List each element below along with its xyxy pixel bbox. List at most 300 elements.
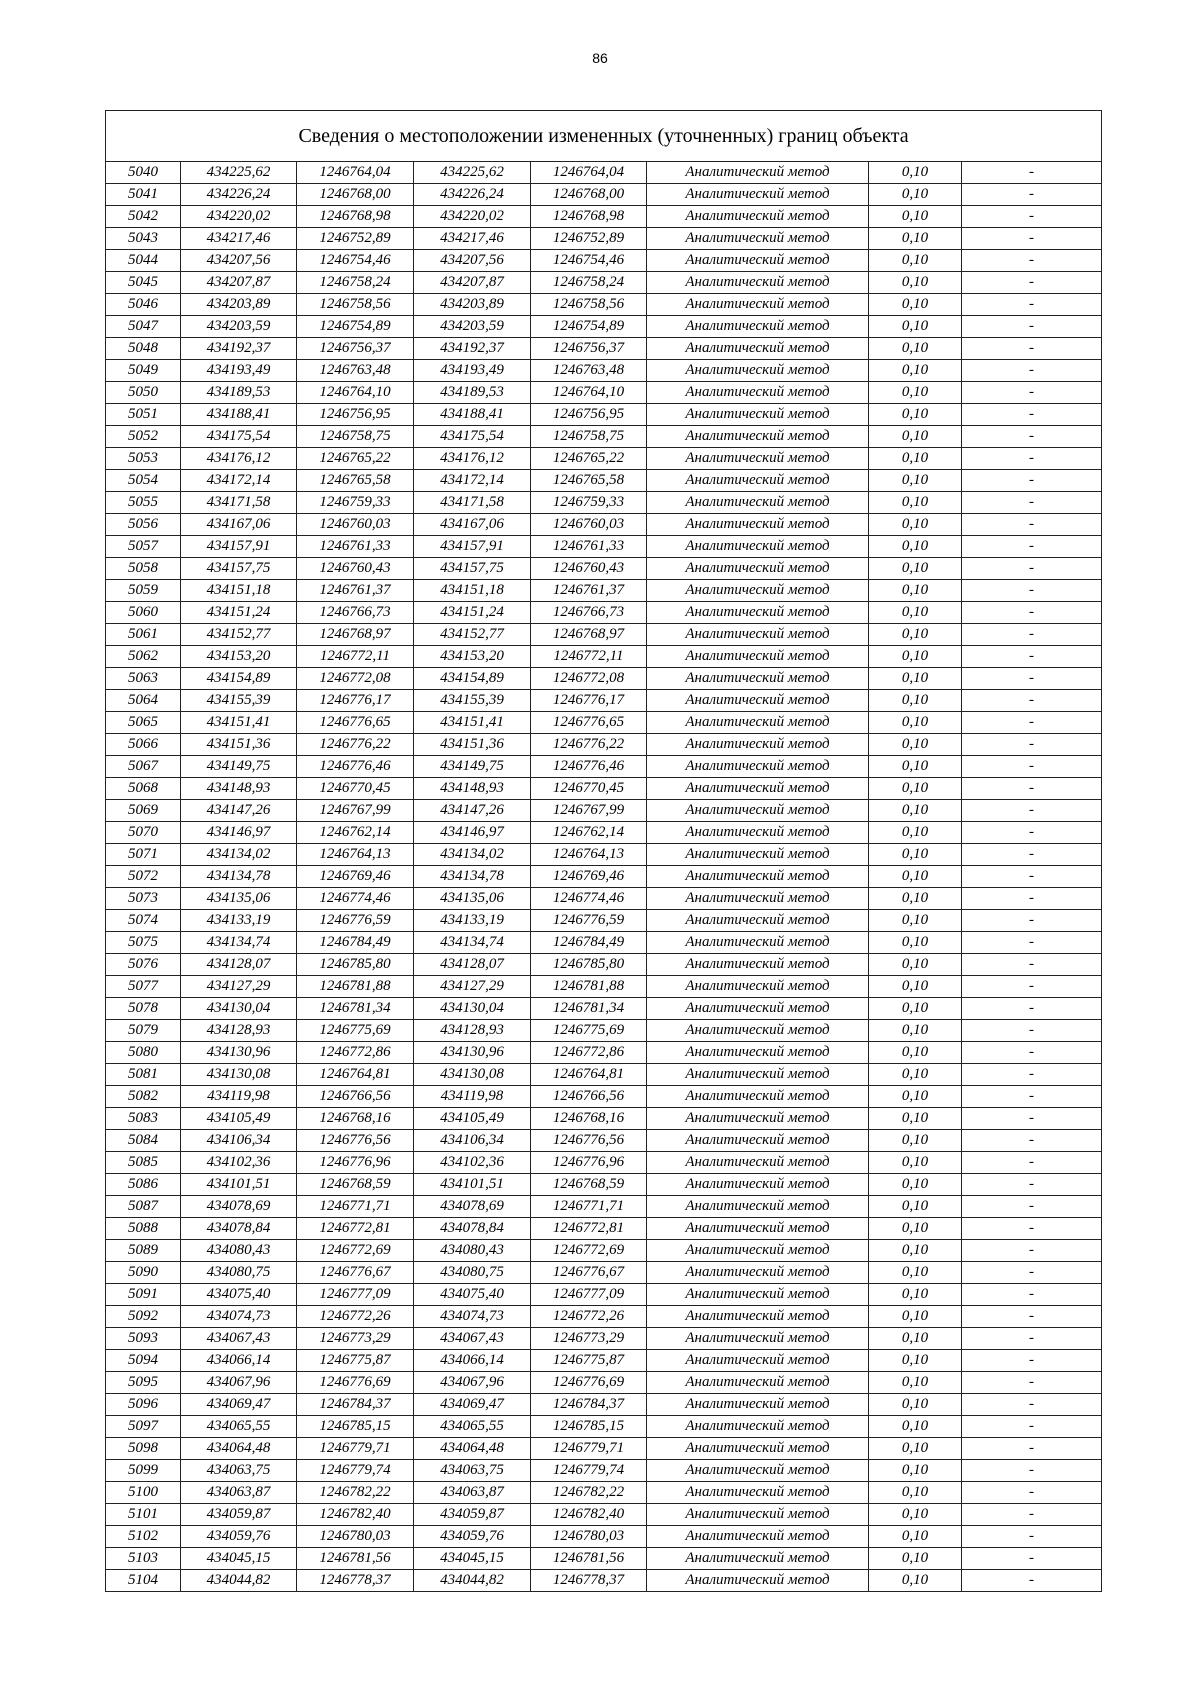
cell-note: - (962, 514, 1102, 536)
cell-note: - (962, 624, 1102, 646)
cell-y-old: 1246768,98 (297, 206, 414, 228)
cell-x-old: 434157,75 (181, 558, 297, 580)
cell-note: - (962, 206, 1102, 228)
cell-y-new: 1246754,46 (531, 250, 647, 272)
cell-method: Аналитический метод (647, 492, 869, 514)
table-row (106, 1218, 1102, 1240)
cell-method: Аналитический метод (647, 1328, 869, 1350)
cell-point-number: 5063 (106, 668, 181, 690)
table-row (106, 184, 1102, 206)
cell-x-new: 434225,62 (414, 162, 531, 184)
cell-accuracy: 0,10 (869, 1570, 962, 1592)
cell-y-new: 1246781,56 (531, 1548, 647, 1570)
cell-point-number: 5093 (106, 1328, 181, 1350)
cell-y-old: 1246754,46 (297, 250, 414, 272)
cell-x-new: 434080,43 (414, 1240, 531, 1262)
cell-method: Аналитический метод (647, 888, 869, 910)
cell-x-new: 434045,15 (414, 1548, 531, 1570)
cell-note: - (962, 470, 1102, 492)
cell-method: Аналитический метод (647, 404, 869, 426)
table-row (106, 250, 1102, 272)
cell-x-old: 434203,89 (181, 294, 297, 316)
cell-method: Аналитический метод (647, 250, 869, 272)
cell-note: - (962, 712, 1102, 734)
cell-x-old: 434066,14 (181, 1350, 297, 1372)
cell-point-number: 5075 (106, 932, 181, 954)
cell-y-new: 1246763,48 (531, 360, 647, 382)
cell-x-new: 434069,47 (414, 1394, 531, 1416)
cell-x-new: 434135,06 (414, 888, 531, 910)
cell-x-new: 434119,98 (414, 1086, 531, 1108)
cell-note: - (962, 536, 1102, 558)
cell-note: - (962, 1394, 1102, 1416)
cell-point-number: 5090 (106, 1262, 181, 1284)
cell-x-new: 434066,14 (414, 1350, 531, 1372)
cell-x-old: 434171,58 (181, 492, 297, 514)
cell-note: - (962, 800, 1102, 822)
cell-note: - (962, 1526, 1102, 1548)
cell-point-number: 5050 (106, 382, 181, 404)
cell-point-number: 5094 (106, 1350, 181, 1372)
cell-method: Аналитический метод (647, 360, 869, 382)
cell-note: - (962, 1108, 1102, 1130)
cell-x-old: 434135,06 (181, 888, 297, 910)
cell-method: Аналитический метод (647, 602, 869, 624)
cell-x-new: 434171,58 (414, 492, 531, 514)
cell-x-new: 434151,24 (414, 602, 531, 624)
cell-x-old: 434226,24 (181, 184, 297, 206)
table-row (106, 536, 1102, 558)
cell-point-number: 5100 (106, 1482, 181, 1504)
cell-point-number: 5068 (106, 778, 181, 800)
cell-y-new: 1246780,03 (531, 1526, 647, 1548)
cell-method: Аналитический метод (647, 1526, 869, 1548)
cell-point-number: 5070 (106, 822, 181, 844)
cell-x-new: 434157,91 (414, 536, 531, 558)
table-row (106, 1262, 1102, 1284)
cell-y-new: 1246782,22 (531, 1482, 647, 1504)
cell-note: - (962, 734, 1102, 756)
cell-y-old: 1246764,13 (297, 844, 414, 866)
cell-note: - (962, 1482, 1102, 1504)
cell-accuracy: 0,10 (869, 734, 962, 756)
cell-x-new: 434172,14 (414, 470, 531, 492)
cell-y-new: 1246781,88 (531, 976, 647, 998)
cell-note: - (962, 338, 1102, 360)
cell-note: - (962, 1372, 1102, 1394)
cell-note: - (962, 1174, 1102, 1196)
cell-x-old: 434146,97 (181, 822, 297, 844)
cell-y-new: 1246772,86 (531, 1042, 647, 1064)
cell-y-old: 1246776,96 (297, 1152, 414, 1174)
cell-method: Аналитический метод (647, 712, 869, 734)
cell-note: - (962, 404, 1102, 426)
cell-point-number: 5043 (106, 228, 181, 250)
cell-point-number: 5081 (106, 1064, 181, 1086)
page-number: 86 (592, 50, 608, 66)
cell-x-old: 434154,89 (181, 668, 297, 690)
cell-method: Аналитический метод (647, 1394, 869, 1416)
cell-point-number: 5044 (106, 250, 181, 272)
table-row (106, 1350, 1102, 1372)
cell-y-old: 1246766,56 (297, 1086, 414, 1108)
cell-accuracy: 0,10 (869, 1416, 962, 1438)
cell-x-old: 434078,84 (181, 1218, 297, 1240)
cell-method: Аналитический метод (647, 800, 869, 822)
cell-x-old: 434193,49 (181, 360, 297, 382)
cell-x-old: 434067,96 (181, 1372, 297, 1394)
cell-y-old: 1246785,80 (297, 954, 414, 976)
coordinates-table (105, 110, 1102, 1592)
cell-method: Аналитический метод (647, 470, 869, 492)
cell-y-new: 1246764,10 (531, 382, 647, 404)
cell-x-old: 434203,59 (181, 316, 297, 338)
cell-note: - (962, 1196, 1102, 1218)
table-row (106, 954, 1102, 976)
cell-x-new: 434203,89 (414, 294, 531, 316)
cell-accuracy: 0,10 (869, 1174, 962, 1196)
table-row (106, 844, 1102, 866)
cell-method: Аналитический метод (647, 580, 869, 602)
cell-y-old: 1246760,03 (297, 514, 414, 536)
cell-x-old: 434207,87 (181, 272, 297, 294)
table-row (106, 1108, 1102, 1130)
cell-x-old: 434220,02 (181, 206, 297, 228)
table-row (106, 404, 1102, 426)
cell-y-old: 1246763,48 (297, 360, 414, 382)
cell-point-number: 5082 (106, 1086, 181, 1108)
cell-y-old: 1246770,45 (297, 778, 414, 800)
cell-y-new: 1246760,43 (531, 558, 647, 580)
cell-y-new: 1246774,46 (531, 888, 647, 910)
cell-x-old: 434102,36 (181, 1152, 297, 1174)
cell-x-old: 434130,08 (181, 1064, 297, 1086)
cell-note: - (962, 998, 1102, 1020)
cell-accuracy: 0,10 (869, 272, 962, 294)
cell-x-old: 434134,78 (181, 866, 297, 888)
cell-y-old: 1246764,04 (297, 162, 414, 184)
cell-accuracy: 0,10 (869, 338, 962, 360)
cell-y-old: 1246768,00 (297, 184, 414, 206)
cell-x-old: 434151,18 (181, 580, 297, 602)
cell-point-number: 5091 (106, 1284, 181, 1306)
cell-y-new: 1246758,56 (531, 294, 647, 316)
cell-y-new: 1246778,37 (531, 1570, 647, 1592)
cell-point-number: 5057 (106, 536, 181, 558)
table-row (106, 1086, 1102, 1108)
cell-y-old: 1246776,46 (297, 756, 414, 778)
cell-accuracy: 0,10 (869, 162, 962, 184)
cell-y-new: 1246756,37 (531, 338, 647, 360)
cell-x-new: 434044,82 (414, 1570, 531, 1592)
cell-point-number: 5047 (106, 316, 181, 338)
cell-note: - (962, 1504, 1102, 1526)
cell-point-number: 5099 (106, 1460, 181, 1482)
cell-accuracy: 0,10 (869, 888, 962, 910)
cell-method: Аналитический метод (647, 1306, 869, 1328)
table-row (106, 162, 1102, 184)
cell-y-new: 1246768,97 (531, 624, 647, 646)
table-row (106, 382, 1102, 404)
table-title-row (106, 111, 1102, 162)
cell-y-old: 1246756,37 (297, 338, 414, 360)
cell-method: Аналитический метод (647, 1064, 869, 1086)
cell-y-old: 1246776,65 (297, 712, 414, 734)
table-row (106, 734, 1102, 756)
cell-method: Аналитический метод (647, 976, 869, 998)
cell-method: Аналитический метод (647, 624, 869, 646)
cell-method: Аналитический метод (647, 1416, 869, 1438)
table-row (106, 1174, 1102, 1196)
cell-accuracy: 0,10 (869, 1460, 962, 1482)
cell-accuracy: 0,10 (869, 1130, 962, 1152)
cell-point-number: 5102 (106, 1526, 181, 1548)
cell-accuracy: 0,10 (869, 382, 962, 404)
cell-x-old: 434080,75 (181, 1262, 297, 1284)
cell-accuracy: 0,10 (869, 404, 962, 426)
cell-point-number: 5083 (106, 1108, 181, 1130)
cell-x-new: 434151,41 (414, 712, 531, 734)
table-row (106, 866, 1102, 888)
cell-point-number: 5089 (106, 1240, 181, 1262)
table-row (106, 602, 1102, 624)
cell-accuracy: 0,10 (869, 1306, 962, 1328)
table-row (106, 426, 1102, 448)
cell-y-new: 1246768,00 (531, 184, 647, 206)
cell-note: - (962, 1064, 1102, 1086)
cell-y-new: 1246760,03 (531, 514, 647, 536)
cell-note: - (962, 382, 1102, 404)
cell-method: Аналитический метод (647, 1108, 869, 1130)
cell-y-old: 1246768,97 (297, 624, 414, 646)
cell-note: - (962, 1284, 1102, 1306)
cell-x-new: 434128,07 (414, 954, 531, 976)
cell-method: Аналитический метод (647, 668, 869, 690)
cell-y-old: 1246758,24 (297, 272, 414, 294)
cell-note: - (962, 162, 1102, 184)
cell-accuracy: 0,10 (869, 932, 962, 954)
cell-y-new: 1246776,56 (531, 1130, 647, 1152)
cell-x-old: 434188,41 (181, 404, 297, 426)
cell-y-old: 1246777,09 (297, 1284, 414, 1306)
cell-x-old: 434151,36 (181, 734, 297, 756)
table-row (106, 272, 1102, 294)
cell-note: - (962, 1240, 1102, 1262)
cell-note: - (962, 294, 1102, 316)
cell-point-number: 5061 (106, 624, 181, 646)
cell-point-number: 5101 (106, 1504, 181, 1526)
cell-y-old: 1246776,67 (297, 1262, 414, 1284)
cell-method: Аналитический метод (647, 954, 869, 976)
cell-x-new: 434192,37 (414, 338, 531, 360)
cell-method: Аналитический метод (647, 1570, 869, 1592)
cell-x-new: 434146,97 (414, 822, 531, 844)
cell-x-old: 434075,40 (181, 1284, 297, 1306)
cell-note: - (962, 272, 1102, 294)
cell-x-new: 434133,19 (414, 910, 531, 932)
cell-note: - (962, 250, 1102, 272)
cell-x-new: 434157,75 (414, 558, 531, 580)
cell-x-new: 434063,75 (414, 1460, 531, 1482)
cell-point-number: 5097 (106, 1416, 181, 1438)
cell-point-number: 5079 (106, 1020, 181, 1042)
cell-method: Аналитический метод (647, 294, 869, 316)
cell-point-number: 5103 (106, 1548, 181, 1570)
cell-accuracy: 0,10 (869, 624, 962, 646)
cell-y-old: 1246772,69 (297, 1240, 414, 1262)
cell-y-old: 1246778,37 (297, 1570, 414, 1592)
cell-accuracy: 0,10 (869, 712, 962, 734)
cell-accuracy: 0,10 (869, 1086, 962, 1108)
cell-method: Аналитический метод (647, 162, 869, 184)
cell-note: - (962, 1262, 1102, 1284)
cell-y-new: 1246779,74 (531, 1460, 647, 1482)
table-row (106, 690, 1102, 712)
cell-x-new: 434207,87 (414, 272, 531, 294)
cell-y-new: 1246784,49 (531, 932, 647, 954)
cell-note: - (962, 976, 1102, 998)
cell-accuracy: 0,10 (869, 558, 962, 580)
cell-note: - (962, 756, 1102, 778)
cell-x-old: 434059,87 (181, 1504, 297, 1526)
cell-y-old: 1246780,03 (297, 1526, 414, 1548)
cell-method: Аналитический метод (647, 1240, 869, 1262)
table-row (106, 712, 1102, 734)
table-row (106, 976, 1102, 998)
cell-y-new: 1246772,08 (531, 668, 647, 690)
cell-x-new: 434078,69 (414, 1196, 531, 1218)
table-row (106, 1240, 1102, 1262)
cell-point-number: 5095 (106, 1372, 181, 1394)
cell-y-new: 1246766,73 (531, 602, 647, 624)
cell-x-old: 434105,49 (181, 1108, 297, 1130)
cell-y-new: 1246768,98 (531, 206, 647, 228)
cell-x-old: 434167,06 (181, 514, 297, 536)
cell-method: Аналитический метод (647, 998, 869, 1020)
cell-x-old: 434151,24 (181, 602, 297, 624)
cell-accuracy: 0,10 (869, 1108, 962, 1130)
cell-point-number: 5074 (106, 910, 181, 932)
cell-y-new: 1246768,59 (531, 1174, 647, 1196)
cell-x-new: 434134,74 (414, 932, 531, 954)
cell-y-old: 1246776,17 (297, 690, 414, 712)
cell-x-old: 434151,41 (181, 712, 297, 734)
cell-x-new: 434102,36 (414, 1152, 531, 1174)
cell-method: Аналитический метод (647, 910, 869, 932)
cell-method: Аналитический метод (647, 844, 869, 866)
cell-accuracy: 0,10 (869, 690, 962, 712)
cell-accuracy: 0,10 (869, 1262, 962, 1284)
cell-x-new: 434167,06 (414, 514, 531, 536)
cell-point-number: 5092 (106, 1306, 181, 1328)
cell-method: Аналитический метод (647, 206, 869, 228)
cell-y-new: 1246776,22 (531, 734, 647, 756)
cell-accuracy: 0,10 (869, 1328, 962, 1350)
cell-x-new: 434078,84 (414, 1218, 531, 1240)
cell-x-old: 434172,14 (181, 470, 297, 492)
cell-x-old: 434189,53 (181, 382, 297, 404)
cell-method: Аналитический метод (647, 382, 869, 404)
cell-y-new: 1246771,71 (531, 1196, 647, 1218)
cell-accuracy: 0,10 (869, 822, 962, 844)
cell-y-old: 1246781,88 (297, 976, 414, 998)
cell-method: Аналитический метод (647, 426, 869, 448)
cell-y-new: 1246764,13 (531, 844, 647, 866)
cell-x-old: 434063,87 (181, 1482, 297, 1504)
cell-x-old: 434119,98 (181, 1086, 297, 1108)
cell-method: Аналитический метод (647, 1020, 869, 1042)
cell-note: - (962, 1306, 1102, 1328)
cell-accuracy: 0,10 (869, 184, 962, 206)
table-row (106, 822, 1102, 844)
cell-y-old: 1246775,87 (297, 1350, 414, 1372)
cell-point-number: 5073 (106, 888, 181, 910)
cell-x-old: 434134,74 (181, 932, 297, 954)
cell-point-number: 5098 (106, 1438, 181, 1460)
table-row (106, 1064, 1102, 1086)
cell-method: Аналитический метод (647, 1350, 869, 1372)
cell-note: - (962, 228, 1102, 250)
cell-y-old: 1246772,81 (297, 1218, 414, 1240)
cell-point-number: 5096 (106, 1394, 181, 1416)
cell-y-old: 1246765,22 (297, 448, 414, 470)
cell-point-number: 5087 (106, 1196, 181, 1218)
cell-x-new: 434130,08 (414, 1064, 531, 1086)
table-row (106, 1438, 1102, 1460)
cell-method: Аналитический метод (647, 338, 869, 360)
cell-y-new: 1246768,16 (531, 1108, 647, 1130)
cell-x-old: 434153,20 (181, 646, 297, 668)
cell-y-old: 1246762,14 (297, 822, 414, 844)
cell-y-old: 1246759,33 (297, 492, 414, 514)
cell-y-new: 1246776,65 (531, 712, 647, 734)
cell-y-old: 1246781,34 (297, 998, 414, 1020)
cell-y-old: 1246772,08 (297, 668, 414, 690)
cell-accuracy: 0,10 (869, 1218, 962, 1240)
cell-x-old: 434133,19 (181, 910, 297, 932)
cell-x-new: 434059,76 (414, 1526, 531, 1548)
cell-accuracy: 0,10 (869, 1020, 962, 1042)
cell-x-old: 434069,47 (181, 1394, 297, 1416)
cell-point-number: 5048 (106, 338, 181, 360)
cell-x-old: 434106,34 (181, 1130, 297, 1152)
cell-note: - (962, 1042, 1102, 1064)
cell-x-old: 434065,55 (181, 1416, 297, 1438)
cell-x-new: 434134,02 (414, 844, 531, 866)
cell-y-old: 1246784,49 (297, 932, 414, 954)
cell-y-old: 1246764,10 (297, 382, 414, 404)
cell-accuracy: 0,10 (869, 668, 962, 690)
cell-x-new: 434226,24 (414, 184, 531, 206)
cell-method: Аналитический метод (647, 932, 869, 954)
cell-accuracy: 0,10 (869, 998, 962, 1020)
cell-x-old: 434059,76 (181, 1526, 297, 1548)
cell-y-new: 1246775,87 (531, 1350, 647, 1372)
cell-point-number: 5080 (106, 1042, 181, 1064)
cell-point-number: 5055 (106, 492, 181, 514)
cell-y-new: 1246767,99 (531, 800, 647, 822)
cell-method: Аналитический метод (647, 866, 869, 888)
cell-accuracy: 0,10 (869, 294, 962, 316)
cell-note: - (962, 1548, 1102, 1570)
cell-y-new: 1246764,81 (531, 1064, 647, 1086)
cell-x-old: 434130,04 (181, 998, 297, 1020)
cell-method: Аналитический метод (647, 822, 869, 844)
cell-x-new: 434064,48 (414, 1438, 531, 1460)
cell-point-number: 5078 (106, 998, 181, 1020)
cell-point-number: 5064 (106, 690, 181, 712)
cell-y-old: 1246775,69 (297, 1020, 414, 1042)
